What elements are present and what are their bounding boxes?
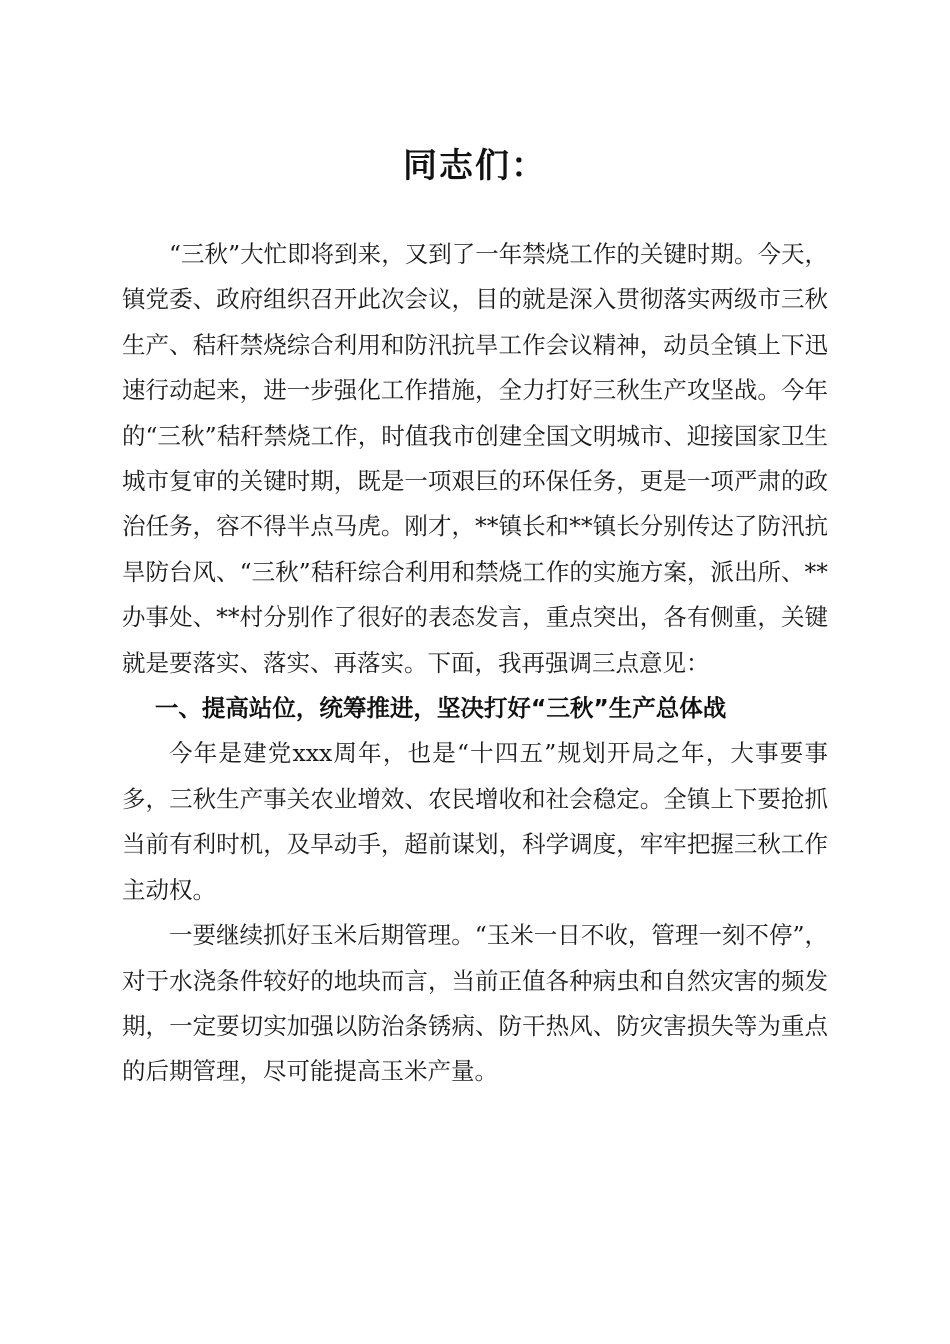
paragraph-intro: “三秋”大忙即将到来，又到了一年禁烧工作的关键时期。今天，镇党委、政府组织召开此次会议，目的就是深入贯彻落实两级市三秋生产、秸秆禁烧综合利用和防汛抗旱工作会议精神，动员全镇上下迅速行动起来，进一步强化工作措施，全力打好三秋生产攻坚战。今年的“三秋”秸秆禁烧工作，时值我市创建全国文明城市、迎接国家卫生城市复审的关键时期，既是一项艰巨的环保任务，更是一项严肃的政治任务，容不得半点马虎。刚才，**镇长和**镇长分别传达了防汛抗旱防台风、“三秋”秸秆综合利用和禁烧工作的实施方案，派出所、**办事处、**村分别作了很好的表态发言，重点突出，各有侧重，关键就是要落实、落实、再落实。下面，我再强调三点意见： <box>122 240 828 677</box>
paragraph-corn-management: 一要继续抓好玉米后期管理。“玉米一日不收，管理一刻不停”，对于水浇条件较好的地块而言，当前正值各种病虫和自然灾害的频发期，一定要切实加强以防治条锈病、防干热风、防灾害损失等为重点的后期管理，尽可能提高玉米产量。 <box>122 921 828 1086</box>
section-heading-1: 一、提高站位，统筹推进，坚决打好“三秋”生产总体战 <box>154 694 727 723</box>
document-title: 同志们： <box>403 146 547 186</box>
paragraph-section-1-intro: 今年是建党xxx周年，也是“十四五”规划开局之年，大事要事多，三秋生产事关农业增效、农民增收和社会稳定。全镇上下要抢抓当前有利时机，及早动手，超前谋划，科学调度，牢牢把握三秋工作主动权。 <box>122 739 828 904</box>
document-body <box>122 232 828 1095</box>
